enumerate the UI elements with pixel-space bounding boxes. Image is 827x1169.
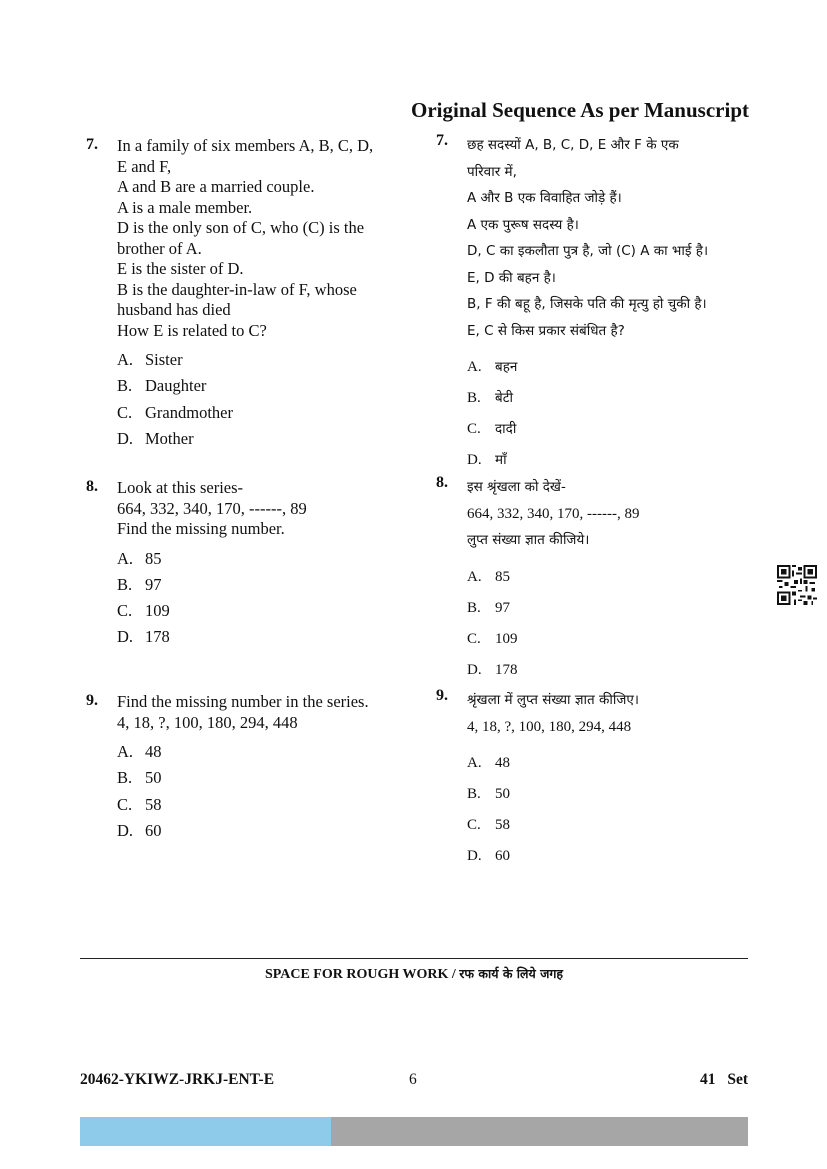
- option-a: A. 48: [117, 742, 162, 761]
- question-line: Find the missing number.: [117, 519, 285, 538]
- question-line: E and F,: [117, 156, 172, 176]
- question-line: E, C से किस प्रकार संबंधित है?: [467, 322, 625, 339]
- option-d: D. 60: [117, 820, 162, 840]
- options-list: [467, 562, 781, 686]
- page-title: Original Sequence As per Manuscript: [411, 98, 749, 122]
- option-c: C. 109: [117, 601, 170, 621]
- question-line: E, D की बहन है।: [467, 269, 556, 286]
- question-number: 8.: [86, 478, 98, 495]
- footer-bar-blue: [80, 1117, 331, 1146]
- option-d: D. 178: [117, 627, 170, 647]
- option-b: B. 97: [467, 599, 510, 616]
- question-line: E is the sister of D.: [117, 259, 244, 278]
- question-text: [467, 132, 781, 344]
- question-line: 664, 332, 340, 170, ------, 89: [467, 505, 640, 522]
- question-line: 4, 18, ?, 100, 180, 294, 448: [467, 718, 632, 735]
- question-line: A और B एक विवाहित जोड़े हैं।: [467, 190, 622, 206]
- question-line: A and B are a married couple.: [117, 177, 315, 196]
- question-line: D is the only son of C, who (C) is the: [117, 218, 365, 237]
- question-8-en: [86, 478, 416, 651]
- option-a: A. 85: [467, 568, 510, 585]
- question-line: In a family of six members A, B, C, D,: [117, 136, 374, 155]
- question-line: B, F की बहू है, जिसके पति की मृत्यु हो चुकी है।: [467, 296, 707, 312]
- options-list: [117, 546, 416, 651]
- question-line: D, C का इकलौता पुत्र है, जो (C) A का भाई है।: [467, 243, 709, 259]
- option-b: B. 50: [467, 786, 510, 802]
- options-list: [117, 739, 416, 844]
- question-number: 9.: [436, 687, 448, 704]
- option-d: D. Mother: [117, 428, 194, 448]
- option-c: C. 58: [467, 817, 510, 833]
- question-text: [117, 478, 416, 540]
- qr-code-icon: [777, 565, 817, 605]
- question-line: श्रृंखला में लुप्त संख्या ज्ञात कीजिए।: [467, 692, 639, 708]
- question-line: B is the daughter-in-law of F, whose: [117, 279, 357, 299]
- question-number: 8.: [436, 474, 448, 491]
- question-number: 9.: [86, 692, 98, 709]
- question-text: [467, 687, 781, 740]
- options-list: [467, 352, 781, 476]
- rough-work-hindi: रफ कार्य के लिये जगह: [459, 966, 564, 981]
- question-text: [467, 474, 781, 554]
- set-label: 41 Set: [699, 1071, 748, 1088]
- question-text: [117, 692, 416, 733]
- footer-code: 20462-YKIWZ-JRKJ-ENT-E: [80, 1071, 275, 1088]
- question-line: husband has died: [117, 300, 231, 319]
- question-line: A एक पुरूष सदस्य है।: [467, 216, 579, 233]
- question-number: 7.: [436, 132, 448, 149]
- option-c: C. Grandmother: [117, 402, 233, 422]
- option-d: D. 178: [467, 661, 518, 678]
- option-d: D. 60: [467, 848, 510, 864]
- option-c: C. 109: [467, 630, 518, 647]
- options-list: [117, 347, 416, 452]
- question-9-hi: [436, 687, 781, 872]
- option-c: C. 58: [117, 794, 162, 814]
- question-8-hi: [436, 474, 781, 686]
- option-b: B. 97: [117, 574, 162, 594]
- option-b: B. Daughter: [117, 376, 207, 396]
- question-number: 7.: [86, 136, 98, 153]
- divider-line: [80, 958, 748, 959]
- question-line: छह सदस्यों A, B, C, D, E और F के एक: [467, 137, 679, 153]
- footer-bar-gray: [331, 1117, 748, 1146]
- question-line: लुप्त संख्या ज्ञात कीजिये।: [467, 532, 590, 548]
- option-a: A. 48: [467, 755, 510, 771]
- option-a: A. बहन: [467, 359, 518, 375]
- option-c: C. दादी: [467, 421, 517, 437]
- question-7-hi: [436, 132, 781, 476]
- question-text: [117, 136, 416, 341]
- question-line: How E is related to C?: [117, 320, 267, 340]
- option-a: A. 85: [117, 548, 162, 568]
- question-line: Look at this series-: [117, 478, 244, 497]
- rough-work-english: SPACE FOR ROUGH WORK /: [264, 967, 456, 982]
- rough-work-label: [80, 965, 748, 983]
- question-line: 664, 332, 340, 170, ------, 89: [117, 498, 307, 518]
- option-a: A. Sister: [117, 350, 183, 369]
- page-number: 6: [409, 1071, 417, 1088]
- question-7-en: [86, 136, 416, 452]
- options-list: [467, 748, 781, 872]
- question-line: A is a male member.: [117, 197, 253, 217]
- question-line: 4, 18, ?, 100, 180, 294, 448: [117, 712, 298, 732]
- question-line: परिवार में,: [467, 163, 517, 180]
- question-9-en: [86, 692, 416, 844]
- question-line: Find the missing number in the series.: [117, 692, 369, 711]
- question-line: brother of A.: [117, 238, 202, 258]
- question-line: इस श्रृंखला को देखें-: [467, 479, 566, 495]
- option-b: B. 50: [117, 768, 162, 788]
- option-b: B. बेटी: [467, 390, 514, 406]
- option-d: D. माँ: [467, 452, 507, 468]
